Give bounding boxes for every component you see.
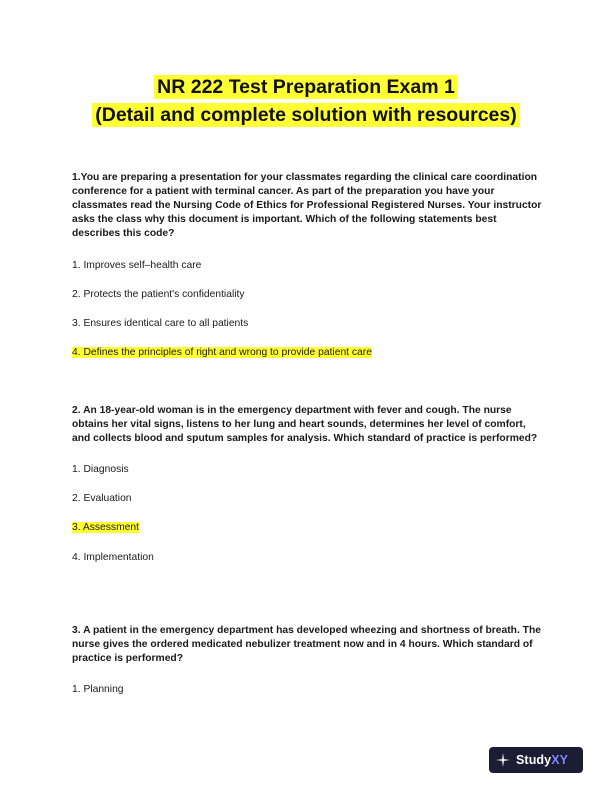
question-1-option-1: 1. Improves self–health care	[72, 260, 202, 271]
title-line-2: (Detail and complete solution with resources)	[92, 103, 520, 127]
brand-name: StudyXY	[516, 753, 569, 767]
studyxy-logo-badge[interactable]	[489, 747, 583, 773]
question-1-option-4-answer	[72, 346, 372, 360]
answer-highlight: 3. Assessment	[72, 522, 139, 533]
document-title	[0, 75, 612, 127]
question-1-text: 1.You are preparing a presentation for your classmates regarding the clinical care coordination conference for a patient with terminal cancer. As part of the preparation you have your classmates read the Nursing Code of Ethics for Professional Registered Nurses. Your instructor asks the class why this document is important. Which of the following statements best describes this code?	[72, 172, 542, 239]
question-2-option-2: 2. Evaluation	[72, 493, 132, 504]
question-2-option-3-answer	[72, 521, 139, 535]
question-2-option-1: 1. Diagnosis	[72, 464, 129, 475]
title-line-1: NR 222 Test Preparation Exam 1	[154, 75, 458, 99]
answer-highlight: 4. Defines the principles of right and wrong to provide patient care	[72, 347, 372, 358]
question-3-text: 3. A patient in the emergency department has developed wheezing and shortness of breath. The nurse gives the ordered medicated nebulizer treatment now and in 4 hours. Which standard of practice is performed?	[72, 625, 541, 664]
plus-sparkle-icon	[496, 753, 510, 767]
question-2-option-4: 4. Implementation	[72, 552, 154, 563]
question-2-text: 2. An 18-year-old woman is in the emergency department with fever and cough. The nurse obtains her vital signs, listens to her lung and heart sounds, determines her level of comfort, and collects blood and sputum samples for analysis. Which standard of practice is performed?	[72, 405, 538, 444]
question-1-option-2: 2. Protects the patient's confidentiality	[72, 289, 245, 300]
question-1-option-3: 3. Ensures identical care to all patients	[72, 318, 249, 329]
question-3-option-1: 1. Planning	[72, 684, 124, 695]
